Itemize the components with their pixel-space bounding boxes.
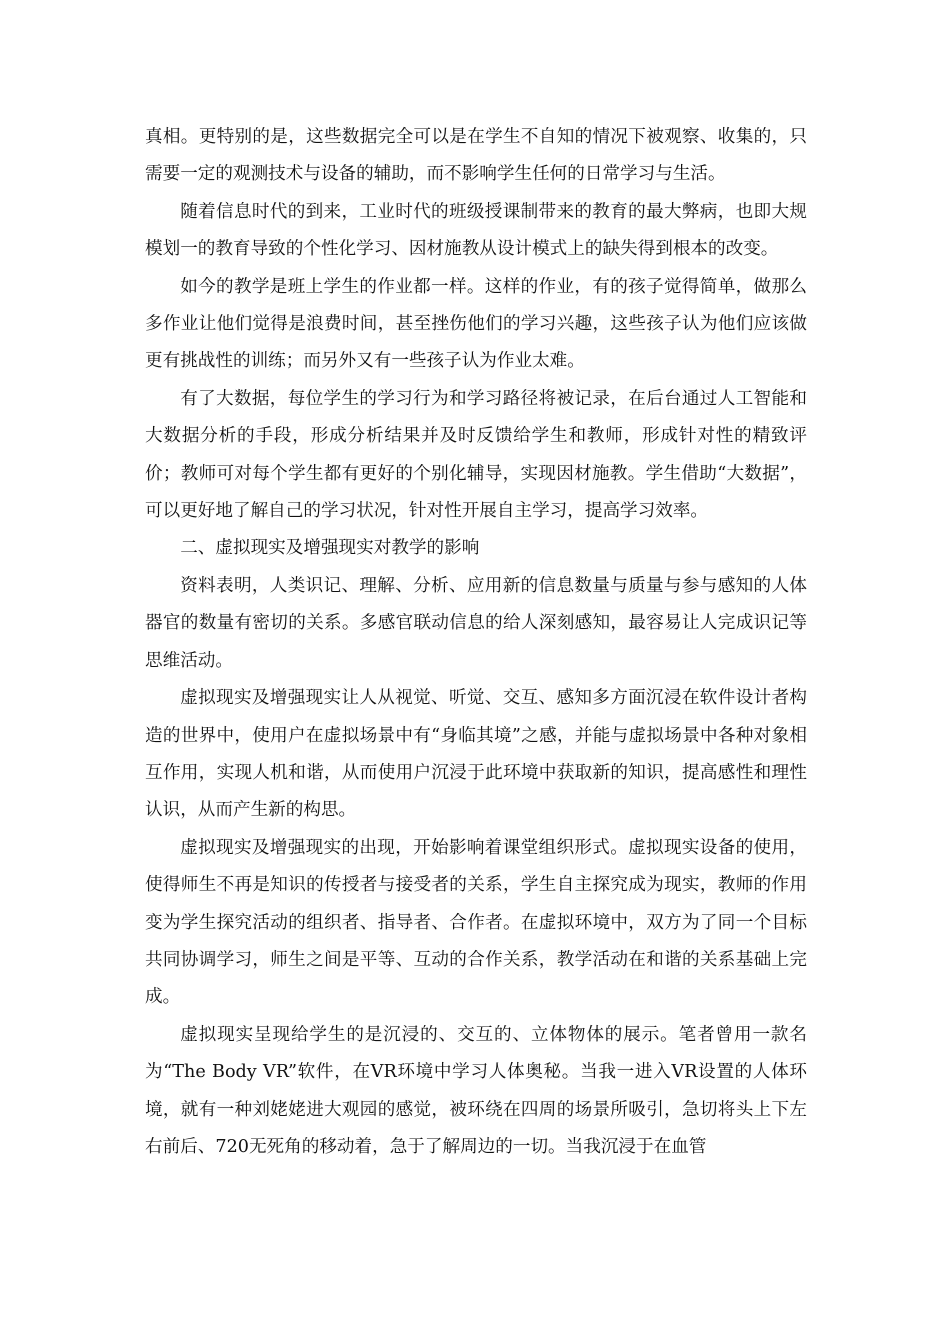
paragraph-vr-immersion: 虚拟现实及增强现实让人从视觉、听觉、交互、感知多方面沉浸在软件设计者构造的世界中，使用户在虚拟场景中有“身临其境”之感，并能与虚拟场景中各种对象相互作用，实现人机和谐，从而使用户沉浸于此环境中获取新的知识，提高感性和理性认识，从而产生新的构思。	[145, 688, 807, 821]
paragraph-homework: 如今的教学是班上学生的作业都一样。这样的作业，有的孩子觉得简单，做那么多作业让他们觉得是浪费时间，甚至挫伤他们的学习兴趣，这些孩子认为他们应该做更有挑战性的训练；而另外又有一些孩子认为作业太难。	[145, 276, 807, 372]
paragraph-classroom-organization: 虚拟现实及增强现实的出现，开始影响着课堂组织形式。虚拟现实设备的使用，使得师生不再是知识的传授者与接受者的关系，学生自主探究成为现实，教师的作用变为学生探究活动的组织者、指导者、合作者。在虚拟环境中，双方为了同一个目标共同协调学习，师生之间是平等、互动的合作关系，教学活动在和谐的关系基础上完成。	[145, 837, 807, 1008]
section-heading-vr-ar: 二、虚拟现实及增强现实对教学的影响	[180, 538, 480, 559]
paragraph-senses: 资料表明，人类识记、理解、分析、应用新的信息数量与质量与参与感知的人体器官的数量有密切的关系。多感官联动信息的给人深刻感知，最容易让人完成识记等思维活动。	[145, 575, 807, 671]
paragraph-continuation: 真相。更特别的是，这些数据完全可以是在学生不自知的情况下被观察、收集的，只需要一定的观测技术与设备的辅助，而不影响学生任何的日常学习与生活。	[145, 127, 807, 185]
paragraph-information-age: 随着信息时代的到来，工业时代的班级授课制带来的教育的最大弊病，也即大规模划一的教育导致的个性化学习、因材施教从设计模式上的缺失得到根本的改变。	[145, 201, 807, 260]
document-body	[145, 119, 807, 1166]
paragraph-big-data: 有了大数据，每位学生的学习行为和学习路径将被记录，在后台通过人工智能和大数据分析的手段，形成分析结果并及时反馈给学生和教师，形成针对性的精致评价；教师可对每个学生都有更好的个别化辅导，实现因材施教。学生借助“大数据”，可以更好地了解自己的学习状况，针对性开展自主学习，提高学习效率。	[145, 388, 807, 522]
paragraph-the-body-vr: 虚拟现实呈现给学生的是沉浸的、交互的、立体物体的展示。笔者曾用一款名为“The Body VR”软件，在VR环境中学习人体奥秘。当我一进入VR设置的人体环境，就有一种刘姥姥进大观园的感觉，被环绕在四周的场景所吸引，急切将头上下左右前后、720无死角的移动着，急于了解周边的一切。当我沉浸于在血管	[145, 1024, 807, 1157]
